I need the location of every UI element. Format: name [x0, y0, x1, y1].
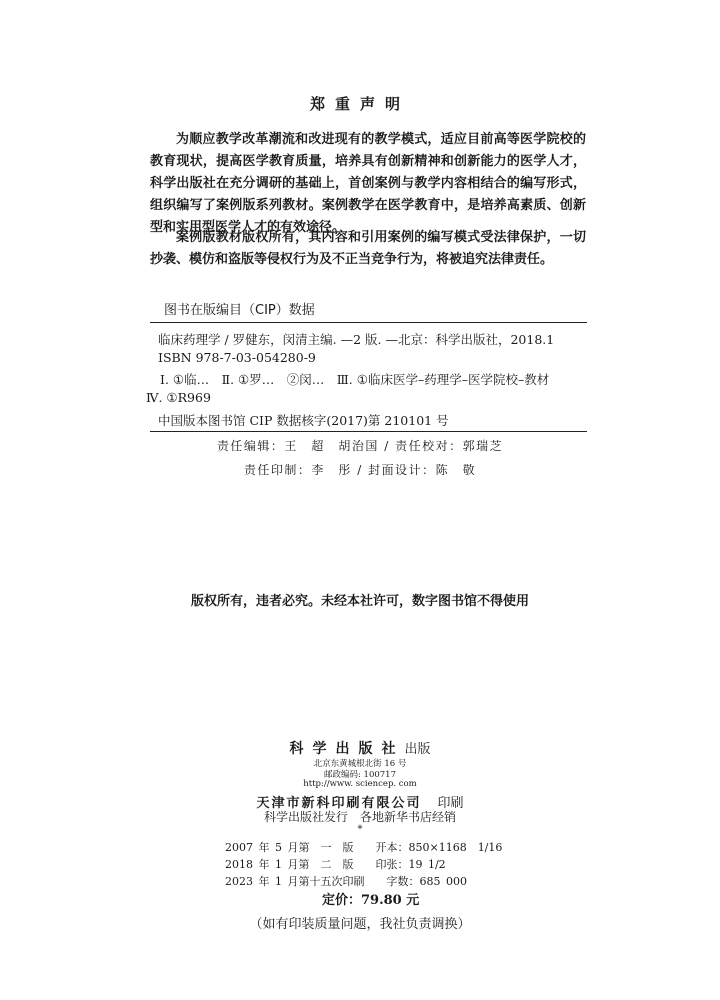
rights-notice: 版权所有，违者必究。未经本社许可，数字图书馆不得使用 — [190, 594, 529, 609]
publisher-suffix: 出版 — [404, 742, 431, 757]
edition-line-2: 2018 年 1 月第 二 版 印张：19 1/2 — [225, 858, 446, 871]
cip-line-5: 中国版本图书馆 CIP 数据核字(2017)第 210101 号 — [158, 413, 449, 428]
responsibility-line-1: 责任编辑：王 超 胡治国 / 责任校对：郭瑞芝 — [216, 439, 504, 453]
publisher-address: 北京东黄城根北街 16 号 — [313, 759, 407, 769]
cip-bottom-rule — [150, 431, 587, 432]
printer-suffix: 印刷 — [437, 796, 464, 811]
separator-star: * — [357, 824, 363, 835]
publisher-website: http://www. sciencep. com — [303, 779, 417, 789]
responsibility-line-2: 责任印制：李 彤 / 封面设计：陈 敬 — [243, 463, 477, 477]
edition-line-3: 2023 年 1 月第十五次印刷 字数：685 000 — [225, 875, 467, 888]
cip-line-1: 临床药理学 / 罗健东，闵清主编. —2 版. —北京：科学出版社，2018.1 — [158, 332, 555, 347]
statement-paragraph-2: 案例版教材版权所有，其内容和引用案例的编写模式受法律保护，一切抄袭、模仿和盗版等侵权行为及不正当竞争行为，将被追究法律责任。 — [150, 230, 586, 267]
publisher-name: 科学出版社 — [289, 741, 405, 757]
cip-line-2: ISBN 978-7-03-054280-9 — [158, 350, 316, 365]
distribution-line: 科学出版社发行 各地新华书店经销 — [263, 810, 456, 824]
quality-notice: （如有印装质量问题，我社负责调换） — [249, 917, 471, 932]
cip-top-rule — [150, 322, 587, 323]
publisher-line — [0, 738, 720, 758]
statement-paragraph-1: 为顺应教学改革潮流和改进现有的教学模式，适应目前高等医学院校的教育现状，提高医学教育质量，培养具有创新精神和创新能力的医学人才，科学出版社在充分调研的基础上，首创案例与教学内容相结合的编写形式，组织编写了案例版系列教材。案例教学在医学教育中，是培养高素质、创新型和实用型医学人才的有效途径。 — [150, 132, 586, 235]
price: 定价：79.80 元 — [322, 893, 420, 908]
cip-line-4: Ⅳ. ①R969 — [146, 390, 211, 405]
publisher-postcode: 邮政编码: 100717 — [323, 770, 396, 780]
edition-line-1: 2007 年 5 月第 一 版 开本：850×1168 1/16 — [225, 841, 503, 854]
cip-heading: 图书在版编目（CIP）数据 — [164, 303, 315, 318]
printer-name: 天津市新科印刷有限公司 — [256, 796, 422, 811]
cip-line-3: Ⅰ. ①临… Ⅱ. ①罗… ②闵… Ⅲ. ①临床医学–药理学–医学院校–教材 — [160, 372, 550, 387]
statement-title: 郑重声明 — [309, 95, 410, 113]
